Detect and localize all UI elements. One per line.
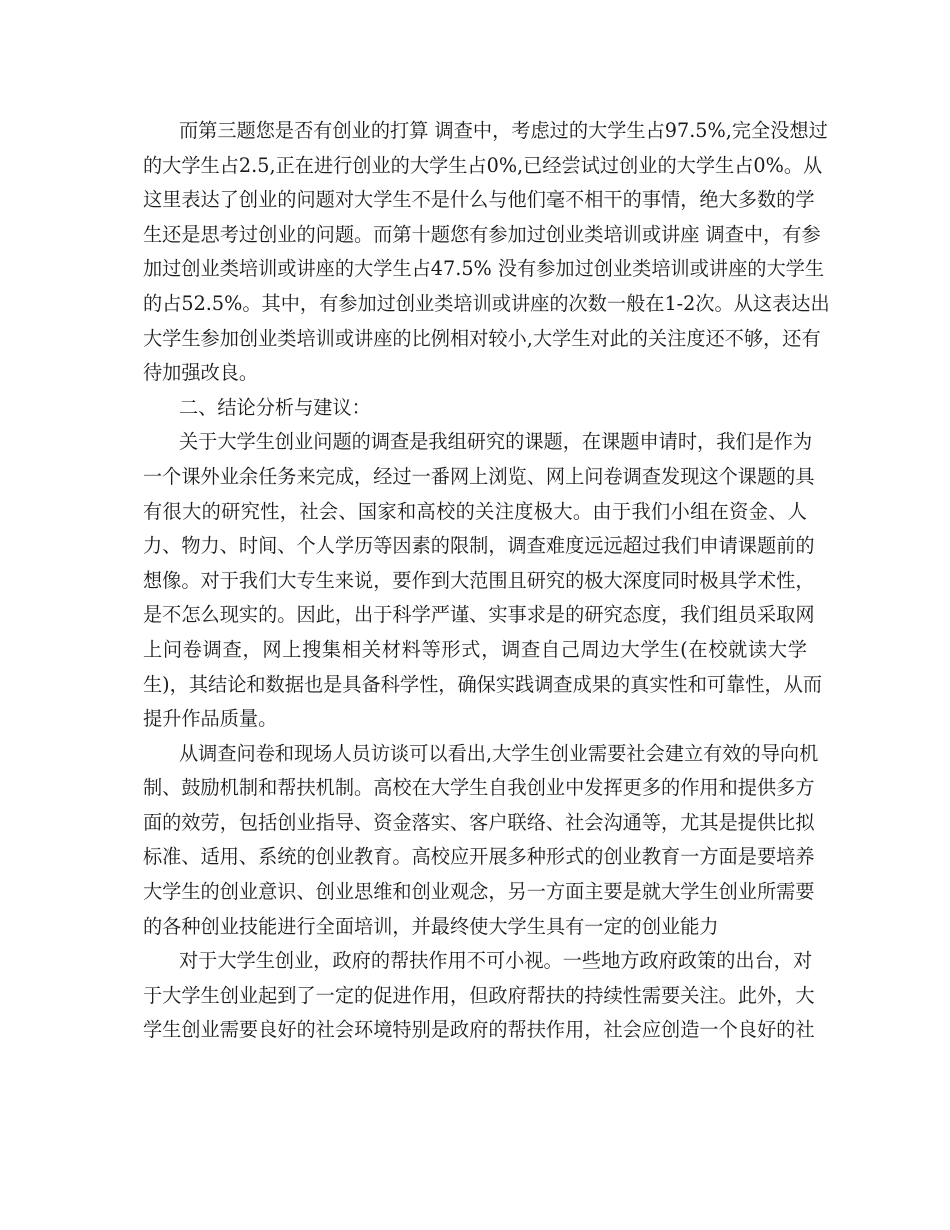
- text-line: 关于大学生创业问题的调查是我组研究的课题，在课题申请时，我们是作为: [179, 430, 813, 454]
- section-heading-text: 二、结论分析与建议：: [179, 395, 371, 419]
- text-line: 生还是思考过创业的问题。而第十题您有参加过创业类培训或讲座 调查中，有参: [143, 222, 821, 246]
- text-line: 这里表达了创业的问题对大学生不是什么与他们毫不相干的事情，绝大多数的学: [143, 188, 815, 212]
- paragraph-survey-results: [143, 114, 830, 391]
- text-line: 制、鼓励机制和帮扶机制。高校在大学生自我创业中发挥更多的作用和提供多方: [143, 776, 815, 800]
- document-body: [143, 114, 830, 1048]
- text-line: 标准、适用、系统的创业教育。高校应开展多种形式的创业教育一方面是要培养: [143, 845, 815, 869]
- section-heading-conclusion: [143, 391, 807, 426]
- text-line: 生)，其结论和数据也是具备科学性，确保实践调查成果的真实性和可靠性，从而: [143, 672, 823, 696]
- text-line: 力、物力、时间、个人学历等因素的限制，调查难度远远超过我们申请课题前的: [143, 534, 815, 558]
- text-line: 上问卷调查，网上搜集相关材料等形式，调查自己周边大学生(在校就读大学: [143, 637, 807, 661]
- text-line: 而第三题您是否有创业的打算 调查中，考虑过的大学生占97.5%,完全没想过: [179, 119, 828, 142]
- text-line: 大学生参加创业类培训或讲座的比例相对较小,大学生对此的关注度还不够，还有: [143, 326, 821, 350]
- text-line: 的占52.5%。其中，有参加过创业类培训或讲座的次数一般在1-2次。从这表达出: [143, 291, 830, 315]
- text-line: 加过创业类培训或讲座的大学生占47.5% 没有参加过创业类培训或讲座的大学生: [143, 257, 825, 281]
- text-line: 一个课外业余任务来完成，经过一番网上浏览、网上问卷调查发现这个课题的具: [143, 464, 815, 488]
- text-line: 提升作品质量。: [143, 707, 278, 731]
- text-line: 待加强改良。: [143, 361, 259, 385]
- text-line: 大学生的创业意识、创业思维和创业观念，另一方面主要是就大学生创业所需要: [143, 880, 815, 904]
- paragraph-research-topic: [143, 425, 823, 736]
- text-line: 于大学生创业起到了一定的促进作用，但政府帮扶的持续性需要关注。此外，大: [143, 983, 815, 1007]
- text-line: 学生创业需要良好的社会环境特别是政府的帮扶作用，社会应创造一个良好的社: [143, 1018, 815, 1042]
- paragraph-social-mechanisms: [143, 737, 819, 945]
- text-line: 面的效劳，包括创业指导、资金落实、客户联络、社会沟通等，尤其是提供比拟: [143, 810, 815, 834]
- paragraph-government-support: [143, 944, 815, 1048]
- text-line: 是不怎么现实的。因此，出于科学严谨、实事求是的研究态度，我们组员采取网: [143, 603, 815, 627]
- text-line: 对于大学生创业，政府的帮扶作用不可小视。一些地方政府政策的出台，对: [179, 949, 813, 973]
- text-line: 想像。对于我们大专生来说，要作到大范围且研究的极大深度同时极具学术性，: [143, 568, 815, 592]
- text-line: 的各种创业技能进行全面培训，并最终使大学生具有一定的创业能力: [143, 914, 719, 938]
- text-line: 有很大的研究性，社会、国家和高校的关注度极大。由于我们小组在资金、人: [143, 499, 807, 523]
- text-line: 从调查问卷和现场人员访谈可以看出,大学生创业需要社会建立有效的导向机: [179, 741, 819, 765]
- text-line: 的大学生占2.5,正在进行创业的大学生占0%,已经尝试过创业的大学生占0%。从: [143, 153, 823, 177]
